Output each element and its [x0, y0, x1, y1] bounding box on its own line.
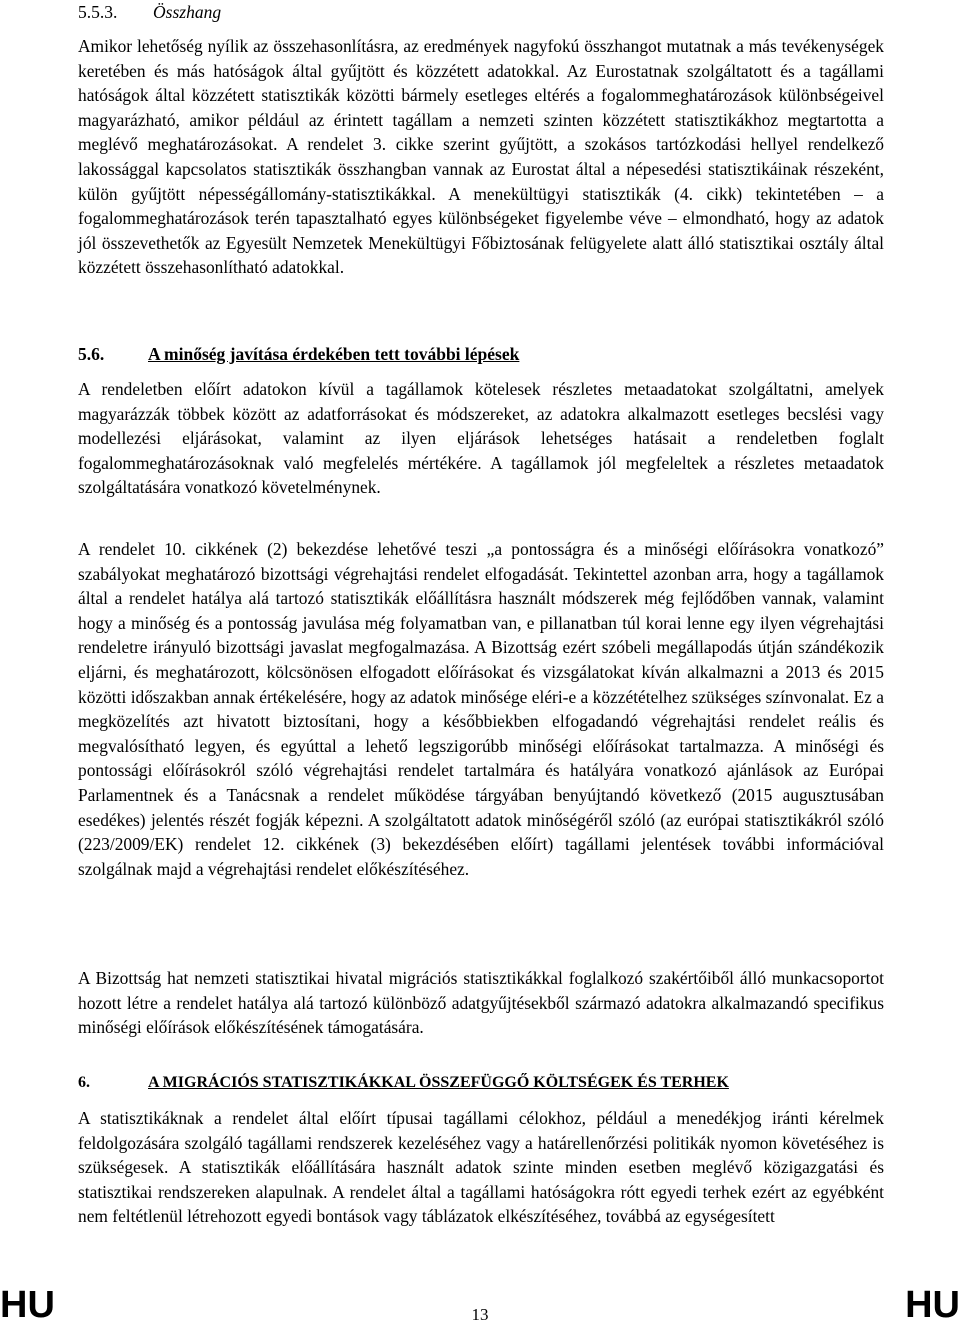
paragraph-implementing-regulation: A rendelet 10. cikkének (2) bekezdése lehetővé teszi „a pontosságra és a minőségi előírásokra vonatkozó” szabályokat meghatározó bizottsági végrehajtási rendelet elfogadását. Tekintettel azonban arra, hogy a tagállamok által a rendelet hatálya alá tartozó statisztikák előállításra használt módszerek még fejlődőben vannak, valamint hogy a minőség és a pontosság javulása még folyamatban van, e pillanatban túl korai lenne egy ilyen végrehajtási rendeletre irányuló bizottsági javaslat megfogalmazása. A Bizottság ezért szóbeli megállapodás útján szándékozik eljárni, és meghatározott, kölcsönösen elfogadott előírásokat és vizsgálatokat kíván alkalmazni a 2013 és 2015 közötti időszakban annak értékelésére, hogy az adatok minősége eléri-e a közzétételhez szükséges színvonalat. Ez a megközelítés azt hivatott biztosítani, hogy a későbbiekben elfogadandó végrehajtási rendelet reális és megvalósítható legyen, és egyúttal a lehető legszigorúbb minőségi előírásokat tartalmazza. A minőségi és pontossági előírásokról szóló végrehajtási rendelet tartalmára és hatályára vonatkozó ajánlások az Európai Parlamentnek és a Tanácsnak a rendelet működése tárgyában benyújtandó következő (2015 augusztusában esedékes) jelentés részét fogják képezni. A szolgáltatott adatok minőségéről szóló (az európai statisztikákról szóló (223/2009/EK) rendelet 12. cikkének (3) bekezdésében előírt) tagállami jelentések további információval szolgálnak majd a végrehajtási rendelet előkészítéséhez. — [78, 539, 884, 879]
section-number: 6. — [78, 1074, 90, 1091]
footer-language-right: HU — [905, 1284, 960, 1326]
footer-page-number: 13 — [471, 1305, 489, 1324]
paragraph-costs: A statisztikáknak a rendelet által előírt típusai tagállami célokhoz, például a menedékjog iránti kérelmek feldolgozására szolgáló tagállami rendszerek kezeléséhez vagy a határellenőrzési politikák nyomon követéséhez is szükségesek. A statisztikák előállítására használt adatok szinte minden esetben meglévő közigazgatási és statisztikai rendszereken alapulnak. A rendelet által a tagállami hatóságokra rótt egyedi terhek ezért az egyébként nem feltétlenül létrehozott egyedi bontások vagy táblázatok elkészítéséhez, továbbá az egységesített — [78, 1108, 884, 1227]
section-heading-6 — [78, 1071, 729, 1095]
paragraph-working-group: A Bizottság hat nemzeti statisztikai hivatal migrációs statisztikákkal foglalkozó szakértőiből álló munkacsoportot hozott létre a rendelet hatálya alá tartozó különböző adatgyűjtésekből származó adatokra alkalmazandó specifikus minőségi előírások előkészítésének támogatására. — [78, 968, 884, 1038]
paragraph-consistency: Amikor lehetőség nyílik az összehasonlításra, az eredmények nagyfokú összhangot mutatnak a más tevékenységek keretében és más hatóságok által gyűjtött és közzétett adatokkal. Az Eurostatnak szolgáltatott és a tagállami hatóságok által közzétett statisztikák közötti bármely esetleges eltérés a fogalommeghatározások különbségeivel magyarázható, amikor például az érintett tagállam a nemzeti szinten közzétett statisztikákhoz megtartotta a meglévő meghatározásokat. A rendelet 3. cikke szerint gyűjtött, a szokásos tartózkodási hellyel rendelkező lakossággal kapcsolatos statisztikák összhangban vannak az Eurostat által a népesedési statisztikáinak részeként, külön gyűjtött népességállomány-statisztikákkal. A menekültügyi statisztikák (4. cikk) tekintetében – a fogalommeghatározások terén tapasztalható egyes különbségeket figyelembe véve – elmondható, hogy az adatok jól összevethetők az Egyesült Nemzetek Menekültügyi Főbiztosának felügyelete alatt álló statisztikai osztály által közzétett összehasonlítható adatokkal. — [78, 36, 884, 278]
section-number: 5.6. — [78, 344, 105, 364]
section-title: A minőség javítása érdekében tett további lépések — [148, 344, 520, 364]
section-title: A MIGRÁCIÓS STATISZTIKÁKKAL ÖSSZEFÜGGŐ KÖLTSÉGEK ÉS TERHEK — [148, 1074, 729, 1091]
section-number: 5.5.3. — [78, 2, 118, 22]
section-title: Összhang — [153, 2, 222, 22]
section-heading-5-6 — [78, 342, 519, 366]
paragraph-metadata: A rendeletben előírt adatokon kívül a tagállamok kötelesek részletes metaadatokat szolgáltatni, amelyek magyarázzák többek között az adatforrásokat és módszereket, az adatokra alkalmazott esetleges becslési vagy modellezési eljárásokat, valamint az ilyen eljárások lehetséges hatásait a rendeletben foglalt fogalommeghatározásoknak való megfelelés mértékére. A tagállamok jól megfeleltek a részletes metaadatok szolgáltatására vonatkozó követelménynek. — [78, 379, 884, 498]
section-heading-5-5-3 — [78, 0, 221, 24]
footer-language-left: HU — [0, 1284, 55, 1326]
